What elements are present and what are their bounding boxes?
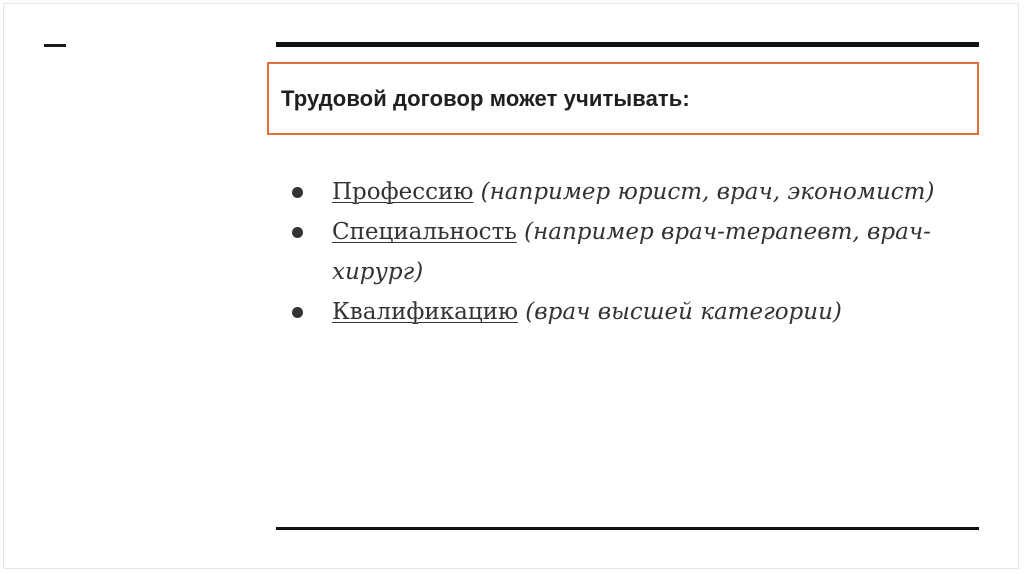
corner-dash-decoration [44,44,66,47]
list-item [290,292,950,332]
list-item-term: Профессию [332,179,474,205]
bullet-icon [292,227,303,238]
top-rule [276,42,979,47]
list-item [290,172,950,212]
title-box [267,62,979,135]
list-item-term: Квалификацию [332,299,518,325]
list-item-note: (например юрист, врач, экономист) [473,179,935,205]
slide-title: Трудовой договор может учитывать: [281,85,690,111]
bullet-list [290,172,950,332]
list-item-note: (врач высшей категории) [517,299,842,325]
bullet-icon [292,307,303,318]
bottom-rule [276,527,979,530]
list-item [290,212,950,292]
list-item-term: Специальность [332,219,517,245]
list-item-note: (например врач-терапевт, врач-хирург) [332,219,931,285]
bullet-icon [292,187,303,198]
